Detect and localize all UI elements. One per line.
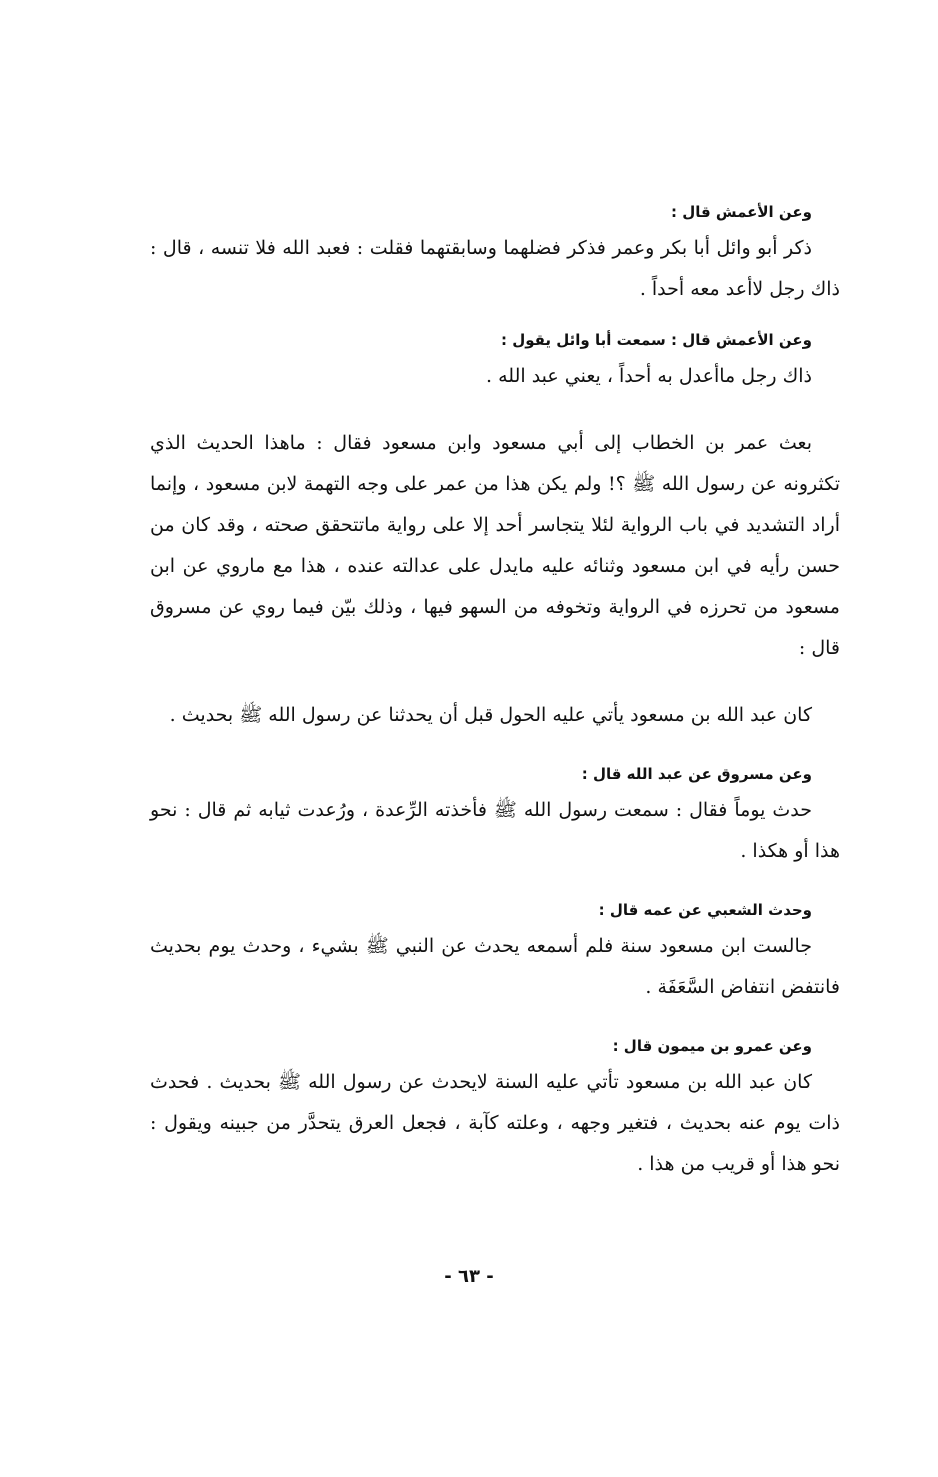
section-4 — [150, 695, 840, 736]
section-7 — [150, 1034, 840, 1185]
section-heading: وعن عمرو بن ميمون قال : — [612, 1037, 812, 1055]
section-text: كان عبد الله بن مسعود تأتي عليه السنة لايحدث عن رسول الله ﷺ بحديث . فحدث ذات يوم عنه بحديث ، فتغير وجهه ، وعلته كآبة ، فجعل العرق يتحدَّر من جبينه ويقول : نحو هذا أو قريب من هذا . — [150, 1071, 840, 1175]
section-heading: وعن الأعمش قال : سمعت أبا وائل يقول : — [500, 331, 812, 349]
page-body — [150, 200, 840, 1211]
section-text: ذاك رجل ماأعدل به أحداً ، يعني عبد الله . — [486, 365, 812, 387]
section-text: جالست ابن مسعود سنة فلم أسمعه يحدث عن النبي ﷺ بشيء ، وحدث يوم بحديث فانتفض انتفاض السَّعَفَة . — [150, 935, 840, 998]
section-6 — [150, 898, 840, 1008]
section-text: حدث يوماً فقال : سمعت رسول الله ﷺ فأخذته الرِّعدة ، ورُعدت ثيابه ثم قال : نحو هذا أو هكذا . — [150, 799, 840, 862]
section-1 — [150, 200, 840, 310]
section-5 — [150, 762, 840, 872]
section-2 — [150, 328, 840, 397]
section-heading: وعن الأعمش قال : — [670, 203, 812, 221]
page-number: - ٦٣ - — [444, 1266, 494, 1287]
section-heading: وحدث الشعبي عن عمه قال : — [598, 901, 812, 919]
section-text: ذكر أبو وائل أبا بكر وعمر فذكر فضلهما وسابقتهما فقلت : فعبد الله فلا تنسه ، قال : ذاك رجل لاأعد معه أحداً . — [150, 237, 840, 300]
section-text: كان عبد الله بن مسعود يأتي عليه الحول قبل أن يحدثنا عن رسول الله ﷺ بحديث . — [169, 704, 812, 726]
section-text: بعث عمر بن الخطاب إلى أبي مسعود وابن مسعود فقال : ماهذا الحديث الذي تكثرونه عن رسول الله ﷺ ؟! ولم يكن هذا من عمر على وجه التهمة لابن مسعود ، وإنما أراد التشديد في باب الرواية لئلا يتجاسر أحد إلا على رواية ماتتحقق صحته ، وقد كان من حسن رأيه في ابن مسعود وثنائه عليه مايدل على عدالته عنده ، هذا مع ماروي عن ابن مسعود من تحرزه في الرواية وتخوفه من السهو فيها ، وذلك بيّن فيما روي عن مسروق قال : — [150, 432, 840, 659]
section-3 — [150, 423, 840, 669]
section-heading: وعن مسروق عن عبد الله قال : — [581, 765, 812, 783]
